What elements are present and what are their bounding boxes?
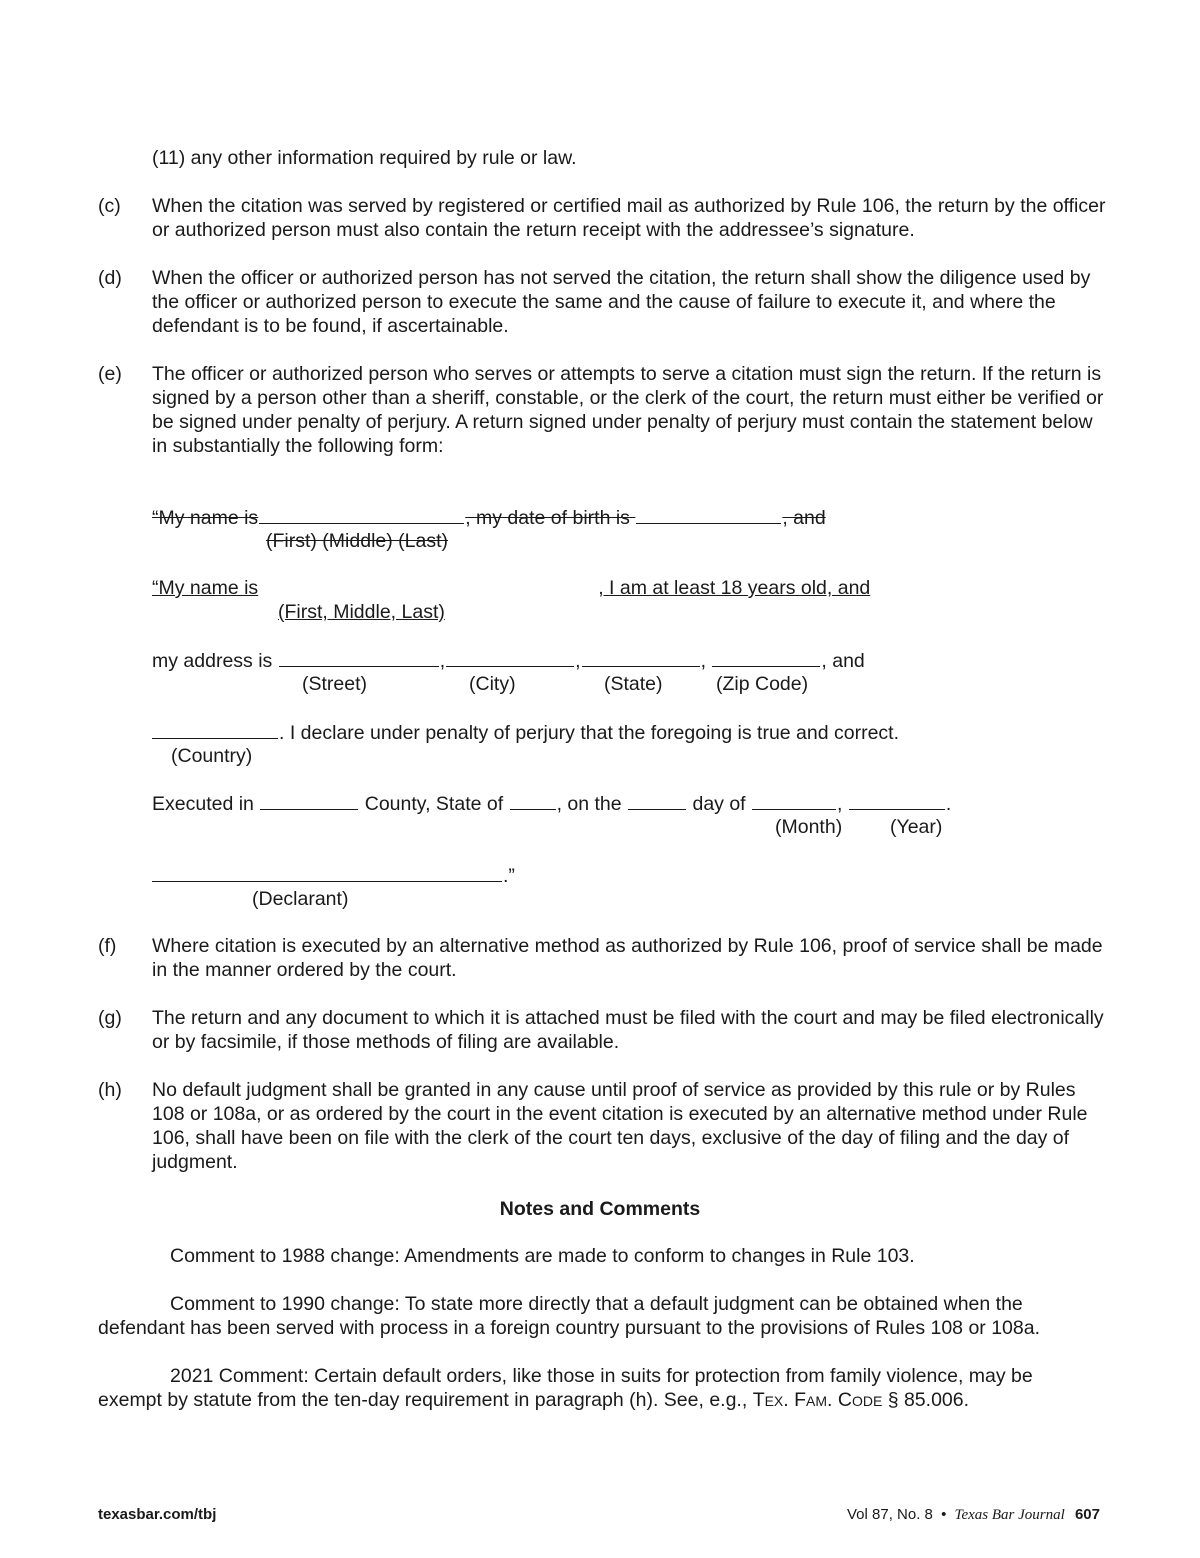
- declaration-line: . I declare under penalty of perjury that the foregoing is true and correct.: [152, 720, 899, 745]
- section-h-label: (h): [98, 1079, 122, 1101]
- name-blank: [258, 576, 598, 600]
- section-g-label: (g): [98, 1007, 122, 1029]
- county-blank: [260, 791, 358, 810]
- city-sub: (City): [469, 673, 516, 695]
- name-sub: (First, Middle, Last): [278, 601, 445, 623]
- comment-1988: Comment to 1988 change: Amendments are made to conform to changes in Rule 103.: [170, 1245, 915, 1267]
- comment-2021: 2021 Comment: Certain default orders, like those in suits for protection from family violence, may be exempt by statute from the ten-day requirement in paragraph (h). See, e.g., Tex. Fam. Code § 85.006.: [98, 1365, 1033, 1411]
- struck-name-blank: [259, 505, 464, 524]
- section-d-label: (d): [98, 267, 122, 289]
- section-e-text: The officer or authorized person who serves or attempts to serve a citation must sign the return. If the return is signed by a person other than a sheriff, constable, or the clerk of the court, the return must either be verified or be signed under penalty of perjury. A return signed under penalty of perjury must contain the statement below in substantially the following form:: [152, 363, 1104, 457]
- comment-1990: Comment to 1990 change: To state more directly that a default judgment can be obtained when the defendant has been served with process in a foreign country pursuant to the provisions of Rules 108 or 108a.: [98, 1293, 1040, 1339]
- footer-website: texasbar.com/tbj: [98, 1506, 217, 1523]
- footer-bullet: •: [941, 1506, 947, 1523]
- section-d-text: When the officer or authorized person has not served the citation, the return shall show the diligence used by the officer or authorized person to execute the same and the cause of failure to execute it, and where the defendant is to be found, if ascertainable.: [152, 267, 1091, 337]
- declarant-sub: (Declarant): [252, 888, 349, 910]
- name-line: “My name is , I am at least 18 years old, and: [152, 577, 871, 599]
- section-h-text: No default judgment shall be granted in any cause until proof of service as provided by this rule or by Rules 108 or 108a, or as ordered by the court in the event citation is executed by an alternative method under Rule 106, shall have been on file with the clerk of the court ten days, exclusive of the day of filing and the day of judgment.: [152, 1079, 1088, 1173]
- zip-sub: (Zip Code): [716, 673, 809, 695]
- city-blank: [446, 648, 574, 667]
- section-e-label: (e): [98, 363, 122, 385]
- month-sub: (Month): [775, 816, 843, 838]
- footer-volume: Vol 87, No. 8: [847, 1506, 933, 1523]
- address-line: my address is , , , , and: [152, 650, 865, 672]
- notes-heading: Notes and Comments: [499, 1198, 701, 1220]
- struck-dob-blank: [636, 505, 781, 524]
- country-sub: (Country): [171, 745, 253, 767]
- footer-citation: [847, 1506, 1100, 1524]
- month-blank: [752, 791, 836, 810]
- section-c-text: When the citation was served by registered or certified mail as authorized by Rule 106, the return by the officer or authorized person must also contain the return receipt with the addressee’s signature.: [152, 195, 1106, 241]
- tex-fam-code: Tex. Fam. Code: [752, 1389, 883, 1411]
- section-f-label: (f): [98, 935, 117, 957]
- year-sub: (Year): [890, 816, 943, 838]
- declarant-line: .”: [152, 863, 515, 888]
- footer-journal: Texas Bar Journal: [954, 1507, 1065, 1523]
- day-blank: [628, 791, 686, 810]
- state-sub: (State): [604, 673, 663, 695]
- struck-name-line: “My name is , my date of birth is , and: [152, 507, 826, 529]
- state-of-blank: [510, 791, 556, 810]
- state-blank: [582, 648, 700, 667]
- section-g-text: The return and any document to which it is attached must be filed with the court and may be filed electronically or by facsimile, if those methods of filing are available.: [152, 1007, 1104, 1053]
- zip-blank: [712, 648, 820, 667]
- footer-page-number: 607: [1074, 1506, 1100, 1523]
- section-c-label: (c): [98, 195, 121, 217]
- section-f-text: Where citation is executed by an alternative method as authorized by Rule 106, proof of service shall be made in the manner ordered by the court.: [152, 935, 1103, 981]
- street-sub: (Street): [302, 673, 368, 695]
- struck-name-sub: (First) (Middle) (Last): [266, 530, 449, 552]
- year-blank: [849, 791, 945, 810]
- country-blank: [152, 720, 278, 739]
- item-11: (11) any other information required by rule or law.: [152, 147, 577, 169]
- street-blank: [279, 648, 439, 667]
- declarant-blank: [152, 863, 502, 882]
- executed-line: Executed in County, State of , on the day of , .: [152, 793, 952, 815]
